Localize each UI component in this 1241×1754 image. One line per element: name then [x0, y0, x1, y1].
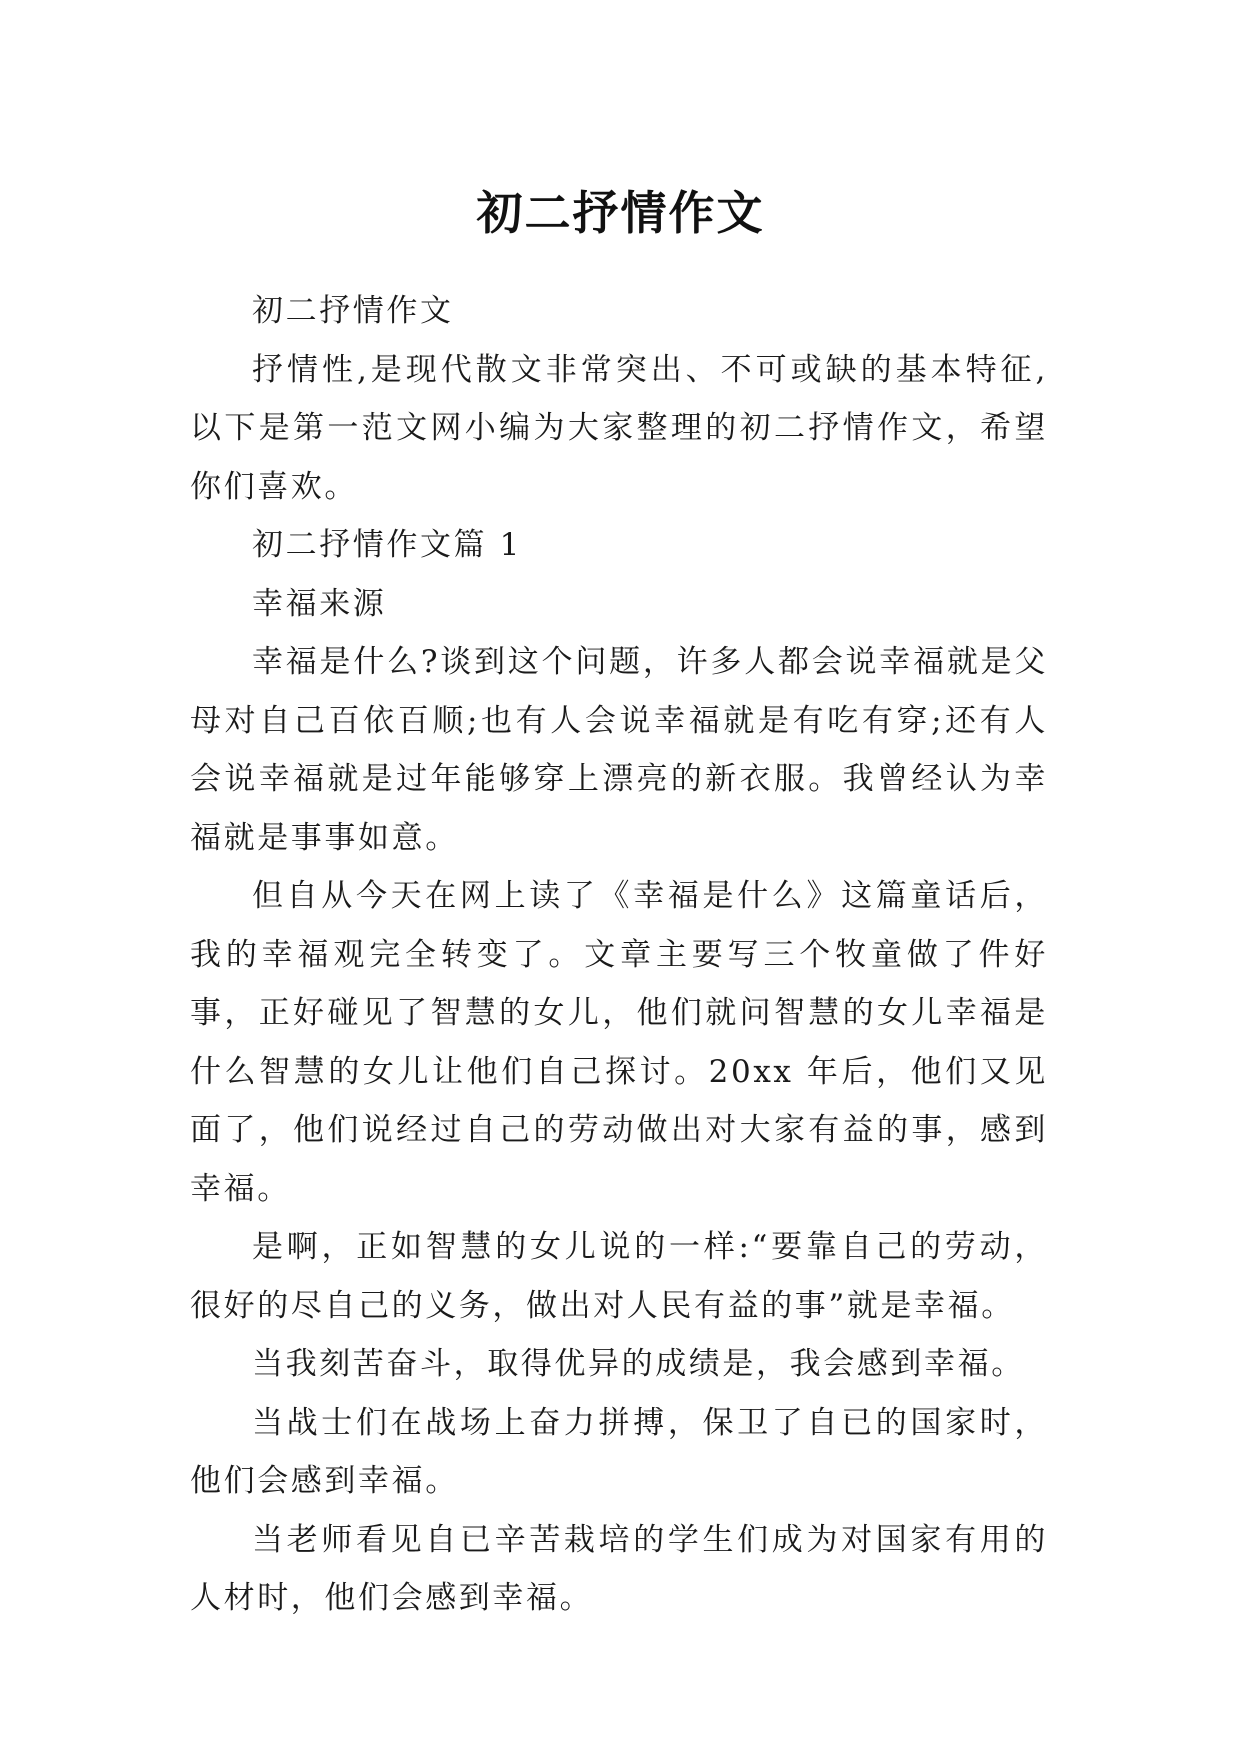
paragraph: 是啊，正如智慧的女儿说的一样:“要靠自己的劳动，很好的尽自己的义务，做出对人民有益的事”就是幸福。	[190, 1229, 1048, 1324]
paragraph: 但自从今天在网上读了《幸福是什么》这篇童话后，我的幸福观完全转变了。文章主要写三个牧童做了件好事，正好碰见了智慧的女儿，他们就问智慧的女儿幸福是什么智慧的女儿让他们自己探讨。20xx 年后，他们又见面了，他们说经过自己的劳动做出对大家有益的事，感到幸福。	[190, 878, 1048, 1207]
paragraph: 当我刻苦奋斗，取得优异的成绩是，我会感到幸福。	[252, 1346, 1025, 1382]
essay-title: 幸福来源	[252, 585, 387, 622]
document-title: 初二抒情作文	[476, 185, 765, 240]
paragraph-heading: 初二抒情作文	[252, 293, 454, 329]
paragraph-intro: 抒情性,是现代散文非常突出、不可或缺的基本特征,以下是第一范文网小编为大家整理的初二抒情作文，希望你们喜欢。	[190, 351, 1048, 505]
paragraph: 幸福是什么?谈到这个问题，许多人都会说幸福就是父母对自己百依百顺;也有人会说幸福就是有吃有穿;还有人会说幸福就是过年能够穿上漂亮的新衣服。我曾经认为幸福就是事事如意。	[190, 644, 1048, 856]
paragraph: 当老师看见自已辛苦栽培的学生们成为对国家有用的人材时，他们会感到幸福。	[190, 1521, 1048, 1616]
document-body	[190, 282, 1048, 1628]
paragraph: 当战士们在战场上奋力拼搏，保卫了自已的国家时，他们会感到幸福。	[190, 1404, 1048, 1499]
section-heading: 初二抒情作文篇 1	[252, 527, 522, 563]
